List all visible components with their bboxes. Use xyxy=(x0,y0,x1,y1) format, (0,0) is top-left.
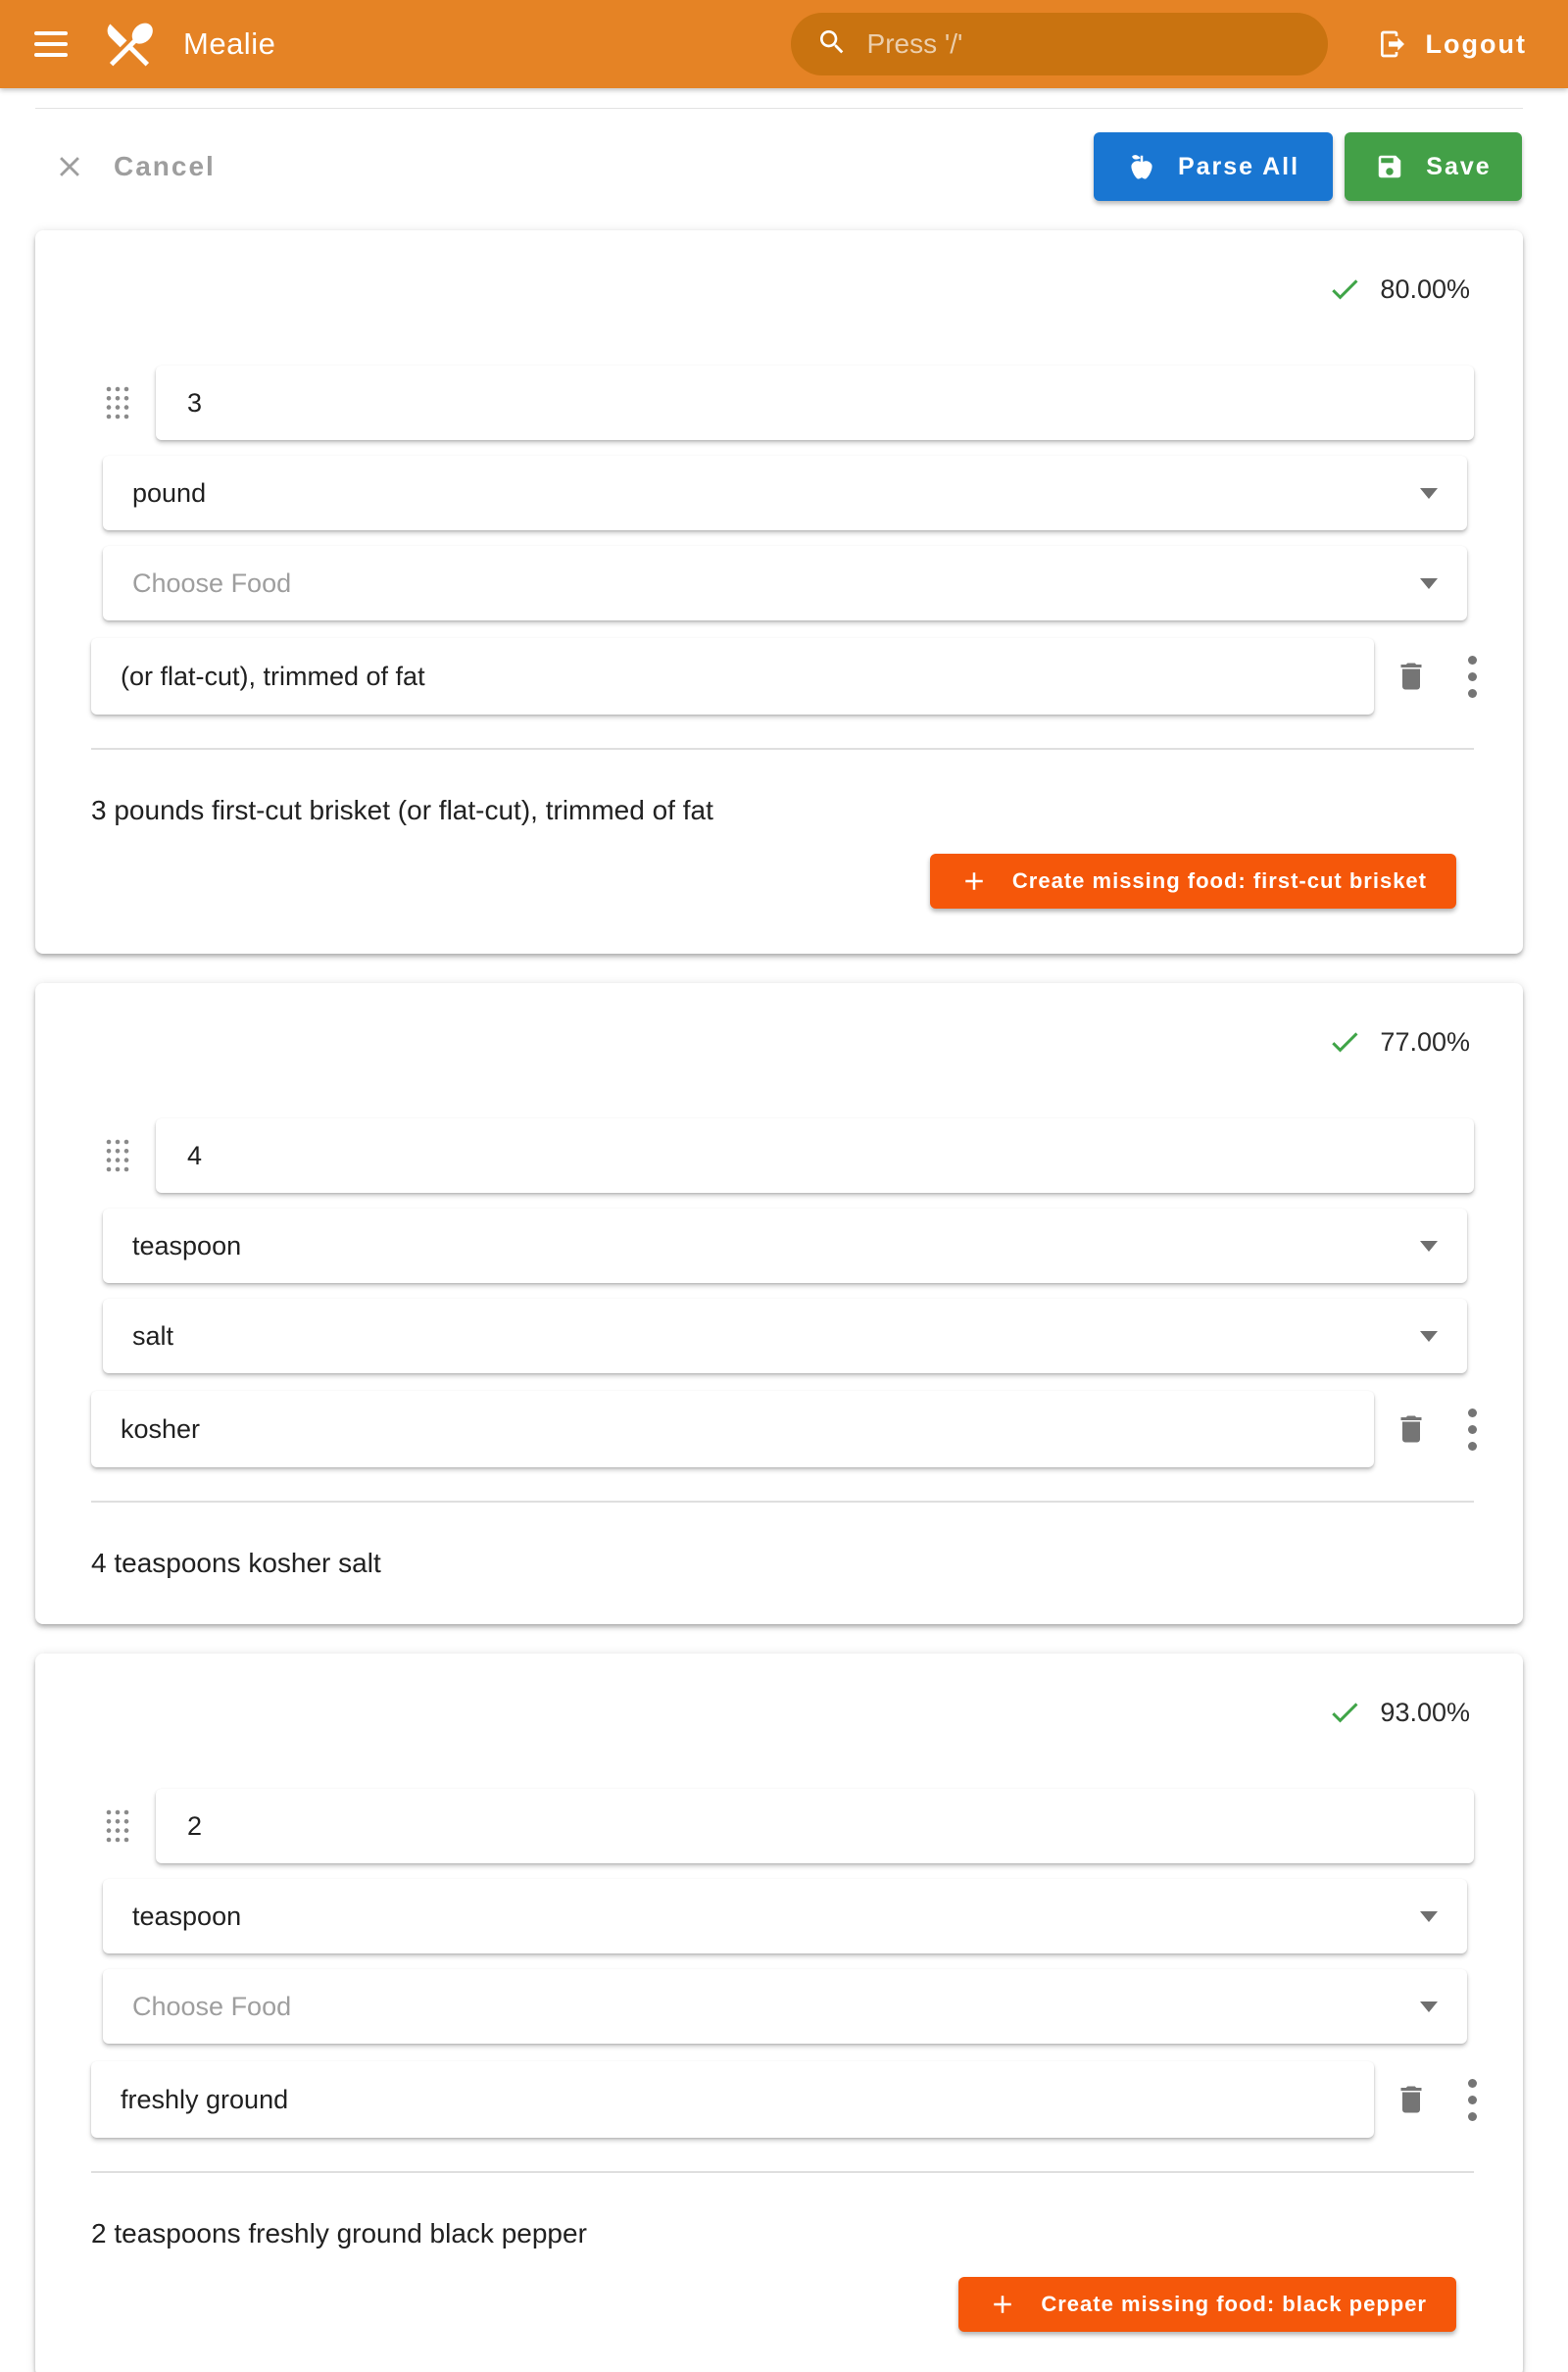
quantity-row xyxy=(103,1118,1474,1193)
chevron-down-icon xyxy=(1420,1911,1438,1922)
confidence-value: 77.00% xyxy=(1380,1026,1470,1057)
create-missing-food-label: Create missing food: black pepper xyxy=(1041,2292,1427,2316)
note-row xyxy=(91,2061,1495,2138)
unit-select[interactable] xyxy=(103,456,1467,530)
menu-icon[interactable] xyxy=(34,31,68,57)
trash-icon xyxy=(1394,2082,1429,2117)
trash-icon xyxy=(1394,659,1429,694)
drag-handle-icon[interactable] xyxy=(103,1806,132,1846)
unit-value: pound xyxy=(132,477,207,508)
delete-button[interactable] xyxy=(1388,2076,1435,2123)
apple-icon xyxy=(1127,152,1156,181)
card-divider xyxy=(91,748,1474,750)
card-divider xyxy=(91,2171,1474,2173)
quantity-input[interactable] xyxy=(156,1118,1474,1193)
drag-handle-icon[interactable] xyxy=(103,1136,132,1175)
quantity-input[interactable] xyxy=(156,1789,1474,1863)
kebab-icon xyxy=(1468,652,1477,702)
kebab-icon xyxy=(1468,2075,1477,2125)
card-divider xyxy=(91,1501,1474,1503)
logout-icon xyxy=(1377,28,1408,60)
confidence-value: 93.00% xyxy=(1380,1697,1470,1727)
missing-food-row xyxy=(35,854,1456,909)
check-icon xyxy=(1327,1695,1362,1730)
unit-select[interactable] xyxy=(103,1209,1467,1283)
ingredient-card xyxy=(35,230,1523,954)
delete-button[interactable] xyxy=(1388,1406,1435,1453)
unit-select[interactable] xyxy=(103,1879,1467,1953)
search-icon xyxy=(816,26,848,63)
confidence-row xyxy=(35,1026,1470,1058)
search-bar[interactable] xyxy=(791,13,1328,75)
note-input[interactable] xyxy=(91,638,1374,715)
logout-button[interactable] xyxy=(1377,28,1527,60)
more-options-button[interactable] xyxy=(1448,2076,1495,2123)
create-missing-food-button[interactable] xyxy=(958,2277,1456,2332)
food-value: salt xyxy=(132,1320,174,1351)
original-ingredient-text: 4 teaspoons kosher salt xyxy=(91,1548,381,1578)
missing-food-row xyxy=(35,2277,1456,2332)
check-icon xyxy=(1327,272,1362,307)
note-row xyxy=(91,1391,1495,1467)
confidence-value: 80.00% xyxy=(1380,273,1470,304)
parser-toolbar xyxy=(35,132,1522,201)
check-icon xyxy=(1327,1024,1362,1060)
unit-value: teaspoon xyxy=(132,1901,242,1931)
food-value: Choose Food xyxy=(132,568,292,598)
app-header xyxy=(0,0,1568,88)
confidence-row xyxy=(35,273,1470,305)
quantity-row xyxy=(103,366,1474,440)
kebab-icon xyxy=(1468,1405,1477,1455)
delete-button[interactable] xyxy=(1388,653,1435,700)
food-value: Choose Food xyxy=(132,1991,292,2021)
food-select[interactable] xyxy=(103,1969,1467,2044)
parse-all-label: Parse All xyxy=(1177,152,1300,180)
trash-icon xyxy=(1394,1411,1429,1447)
note-input[interactable] xyxy=(91,2061,1374,2138)
chevron-down-icon xyxy=(1420,1331,1438,1342)
cancel-button[interactable] xyxy=(53,150,216,183)
app-title: Mealie xyxy=(183,26,276,61)
original-ingredient-text: 3 pounds first-cut brisket (or flat-cut), trimmed of fat xyxy=(91,795,713,825)
close-icon xyxy=(53,150,86,183)
food-select[interactable] xyxy=(103,1299,1467,1373)
ingredient-card xyxy=(35,1654,1523,2372)
chevron-down-icon xyxy=(1420,2001,1438,2012)
parse-all-button[interactable] xyxy=(1094,132,1333,201)
ingredient-card xyxy=(35,983,1523,1624)
quantity-input[interactable] xyxy=(156,366,1474,440)
drag-handle-icon[interactable] xyxy=(103,383,132,422)
food-select[interactable] xyxy=(103,546,1467,620)
note-input[interactable] xyxy=(91,1391,1374,1467)
confidence-row xyxy=(35,1697,1470,1728)
cancel-label: Cancel xyxy=(114,151,216,181)
ingredient-list xyxy=(35,230,1523,2372)
more-options-button[interactable] xyxy=(1448,653,1495,700)
search-input[interactable] xyxy=(867,28,1302,60)
silverware-icon xyxy=(101,16,158,73)
header-divider xyxy=(35,108,1523,109)
save-label: Save xyxy=(1426,152,1492,180)
note-row xyxy=(91,638,1495,715)
save-icon xyxy=(1375,152,1404,181)
original-ingredient-text: 2 teaspoons freshly ground black pepper xyxy=(91,2218,587,2248)
quantity-row xyxy=(103,1789,1474,1863)
unit-value: teaspoon xyxy=(132,1230,242,1260)
chevron-down-icon xyxy=(1420,488,1438,499)
create-missing-food-button[interactable] xyxy=(930,854,1456,909)
chevron-down-icon xyxy=(1420,578,1438,589)
plus-icon xyxy=(959,866,989,896)
more-options-button[interactable] xyxy=(1448,1406,1495,1453)
chevron-down-icon xyxy=(1420,1241,1438,1252)
logout-label: Logout xyxy=(1425,28,1527,59)
create-missing-food-label: Create missing food: first-cut brisket xyxy=(1011,868,1427,893)
plus-icon xyxy=(988,2290,1017,2319)
save-button[interactable] xyxy=(1345,132,1522,201)
